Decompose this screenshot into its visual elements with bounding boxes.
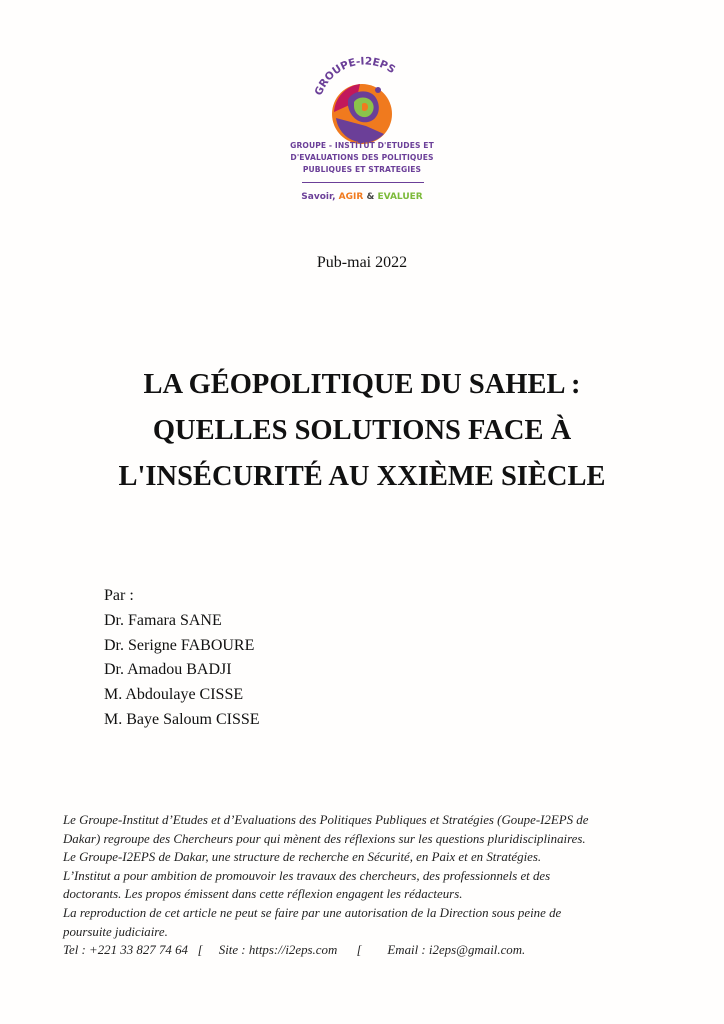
tagline-agir: AGIR	[338, 192, 364, 202]
authors-block	[104, 584, 260, 733]
logo-tagline	[280, 192, 444, 202]
by-label: Par :	[104, 587, 134, 604]
author-3: Dr. Amadou BADJI	[104, 661, 232, 679]
tagline-savoir: Savoir,	[301, 192, 336, 202]
document-title	[40, 362, 684, 500]
title-line-1: LA GÉOPOLITIQUE DU SAHEL :	[143, 369, 581, 400]
author-2: Dr. Serigne FABOURE	[104, 636, 255, 654]
logo-name-line-1: GROUPE - INSTITUT D'ETUDES ET	[290, 141, 434, 150]
logo-name-line-2: D'EVALUATIONS DES POLITIQUES	[290, 153, 434, 162]
notice-line-5: doctorants. Les propos émissent dans cette réflexion engagent les rédacteurs.	[63, 887, 463, 902]
notice-line-7: poursuite judiciaire.	[63, 924, 168, 939]
contact-line: Tel : +221 33 827 74 64 [ Site : https://i2eps.com [ Email : i2eps@gmail.com.	[63, 943, 526, 958]
notice-line-3: Le Groupe-I2EPS de Dakar, une structure de recherche en Sécurité, en Paix et en Stratégies.	[63, 850, 542, 865]
notice-line-4: L’Institut a pour ambition de promouvoir les travaux des chercheurs, des professionnels et des	[63, 868, 551, 883]
title-line-2: QUELLES SOLUTIONS FACE À	[152, 415, 572, 446]
notice-line-6: La reproduction de cet article ne peut se faire par une autorisation de la Direction sous peine de	[63, 905, 562, 920]
publication-date: Pub-mai 2022	[316, 254, 408, 271]
notice-line-1: Le Groupe-Institut d’Etudes et d’Evaluations des Politiques Publiques et Stratégies (Goupe-I2EPS de	[63, 813, 589, 827]
logo-emblem-graphic	[326, 76, 398, 148]
organization-logo	[280, 56, 444, 212]
author-4: M. Abdoulaye CISSE	[104, 686, 244, 704]
author-1: Dr. Famara SANE	[104, 611, 222, 629]
tagline-ampersand: &	[366, 192, 375, 202]
logo-divider	[302, 182, 424, 183]
logo-emblem	[326, 76, 398, 148]
tagline-evaluer: EVALUER	[377, 192, 423, 202]
author-5: M. Baye Saloum CISSE	[104, 710, 260, 728]
logo-name-line-3: PUBLIQUES ET STRATEGIES	[302, 165, 422, 174]
title-line-3: L'INSÉCURITÉ AU XXIÈME SIÈCLE	[118, 461, 606, 492]
svg-text:GROUPE-I2EPS: GROUPE-I2EPS	[312, 56, 398, 98]
institute-notice	[63, 811, 673, 960]
notice-line-2: Dakar) regroupe des Chercheurs pour qui mènent des réflexions sur les questions pluridisciplinaires.	[63, 831, 586, 846]
